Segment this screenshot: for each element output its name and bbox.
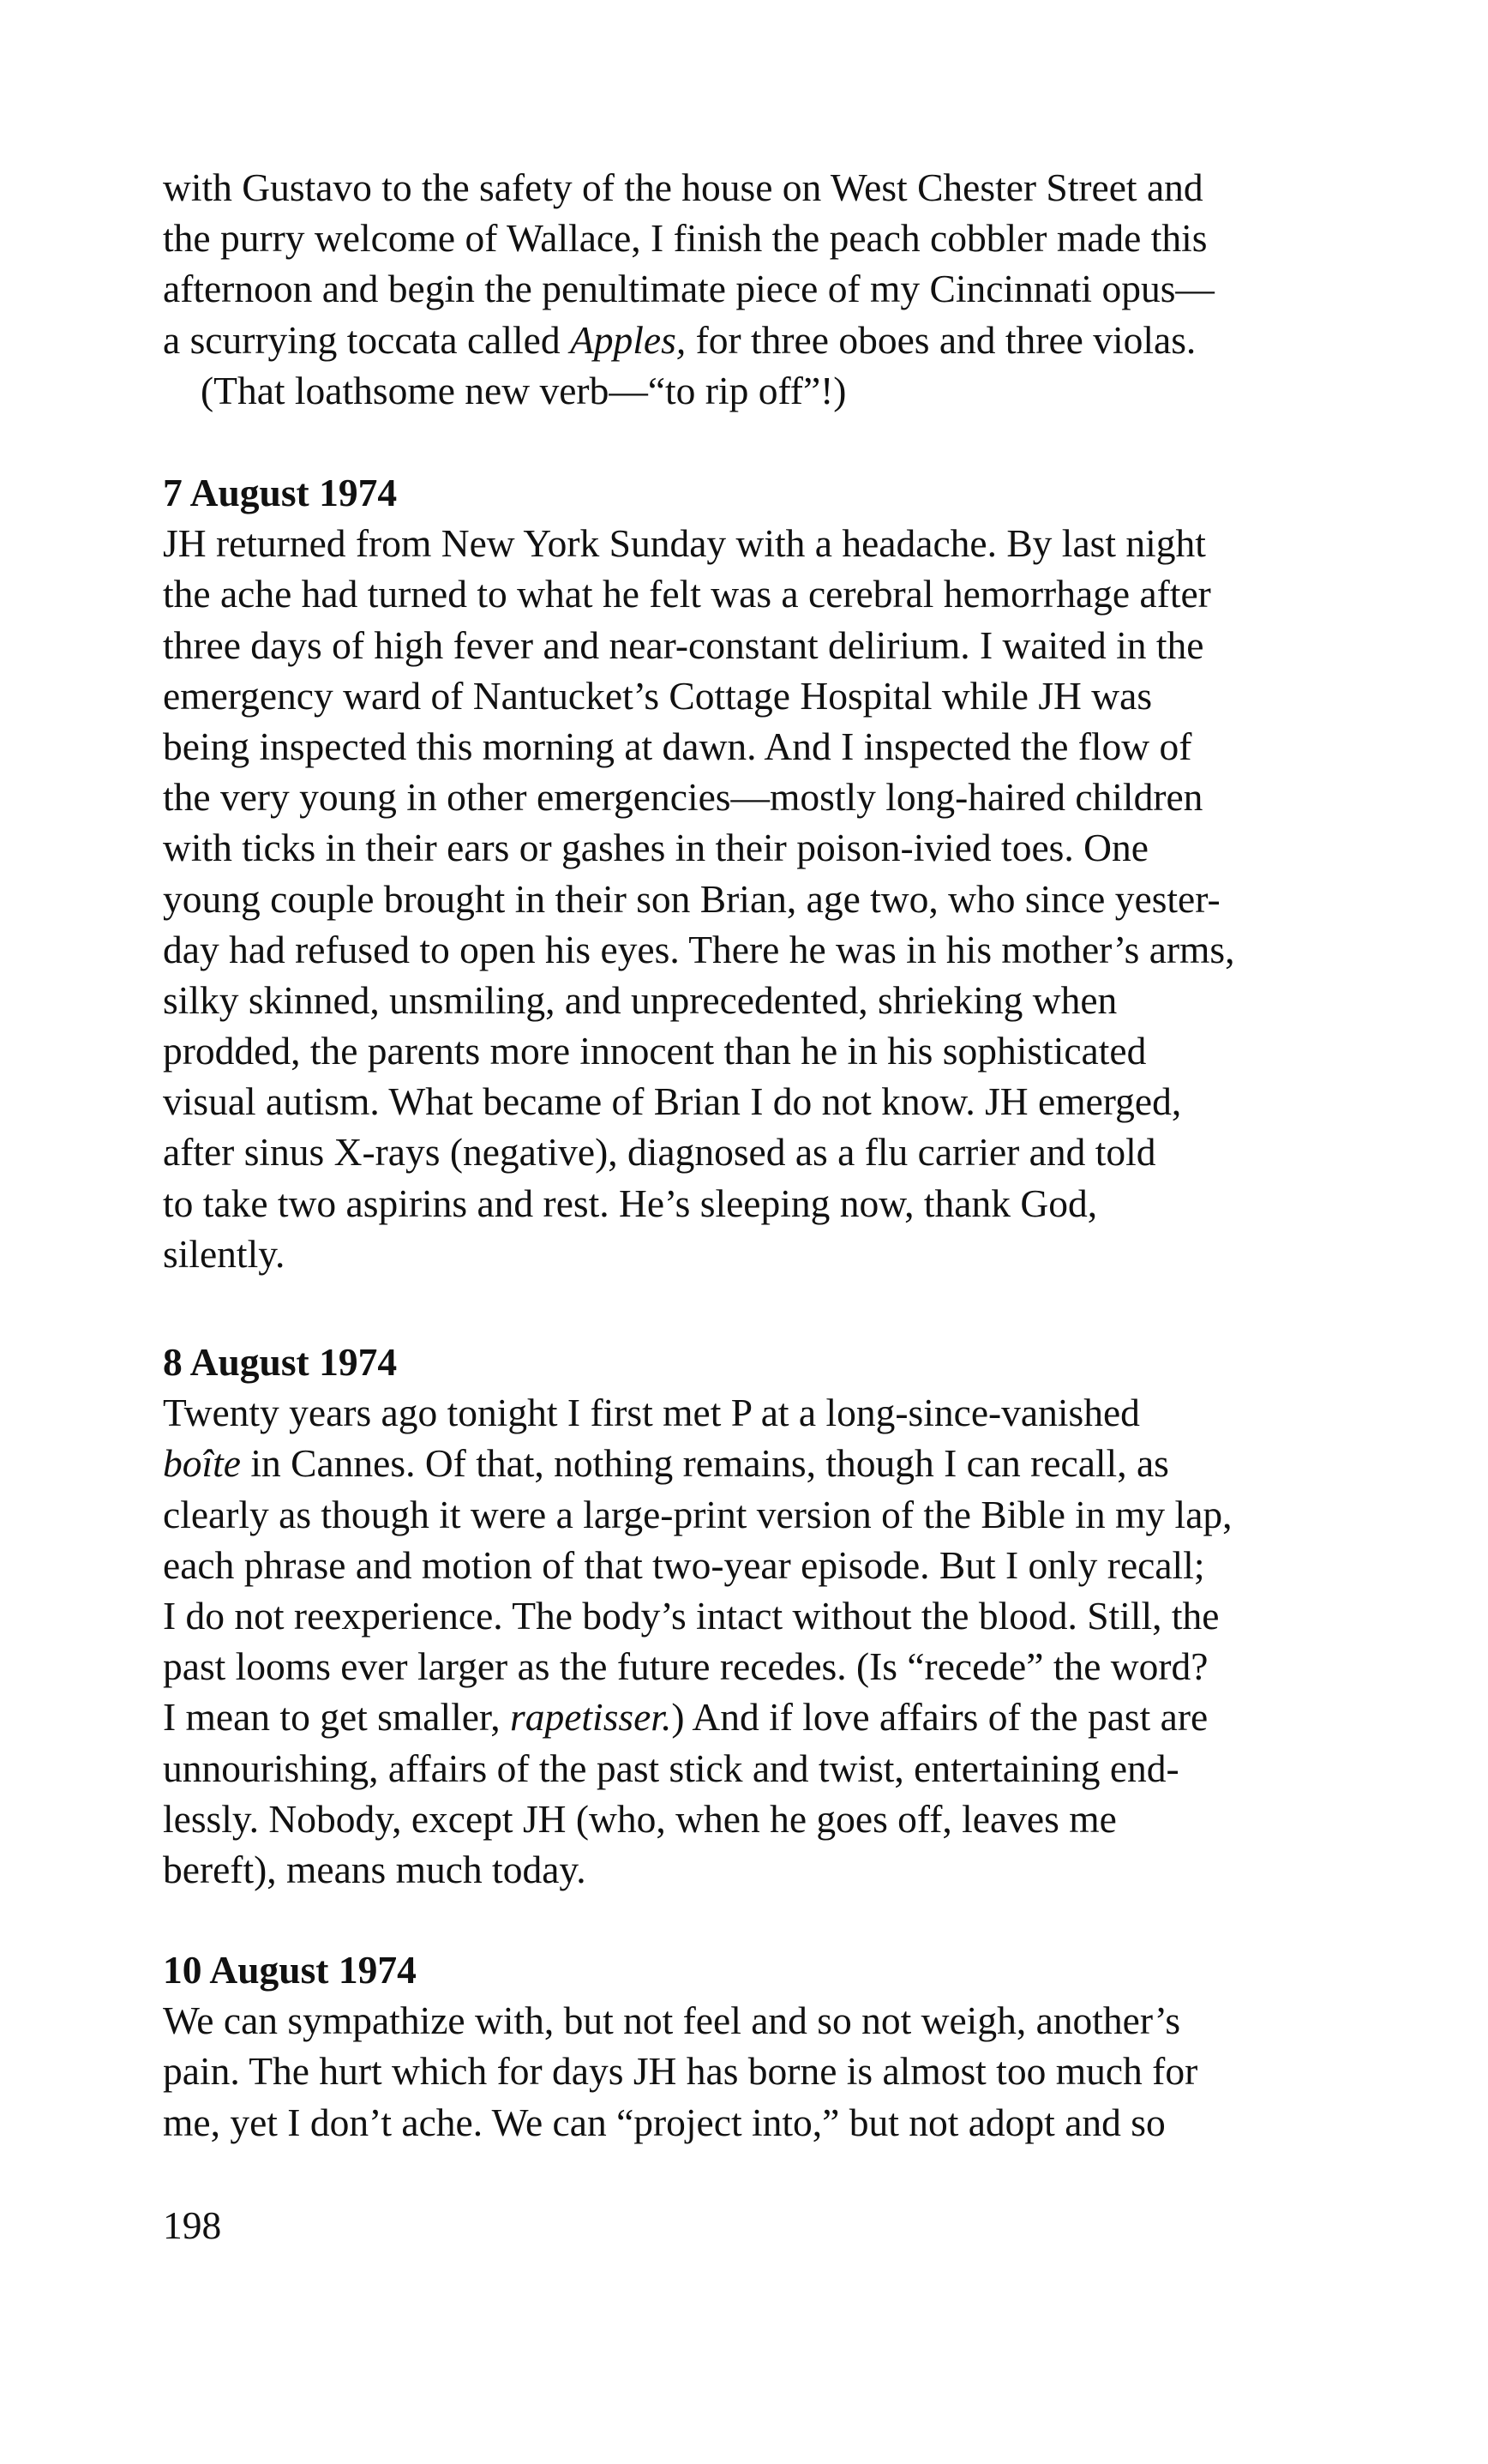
text-line: lessly. Nobody, except JH (who, when he goes off, leaves me	[163, 1796, 1117, 1841]
text-line: clearly as though it were a large-print version of the Bible in my lap,	[163, 1492, 1233, 1536]
text-line: me, yet I don’t ache. We can “project into,” but not adopt and so	[163, 2100, 1166, 2144]
entry-date-heading: 10 August 1974	[163, 1948, 417, 1992]
page-number: 198	[163, 2203, 222, 2247]
text-line: unnourishing, affairs of the past stick and twist, entertaining end-	[163, 1746, 1179, 1790]
text-segment: ) And if love affairs of the past are	[671, 1695, 1209, 1740]
foreign-word-boite: boîte	[163, 1441, 241, 1486]
text-line: the purry welcome of Wallace, I finish the peach cobbler made this	[163, 216, 1208, 261]
text-line: the ache had turned to what he felt was a cerebral hemorrhage after	[163, 572, 1211, 616]
foreign-word-rapetisser: rapetisser.	[510, 1695, 672, 1740]
text-line: (That loathsome new verb—“to rip off”!)	[201, 368, 847, 412]
text-segment: for three oboes and three violas.	[686, 317, 1197, 362]
text-line: I do not reexperience. The body’s intact without the blood. Still, the	[163, 1593, 1220, 1638]
text-segment: a scurrying toccata called	[163, 317, 570, 362]
text-line: silently.	[163, 1231, 285, 1276]
text-line: visual autism. What became of Brian I do not know. JH emerged,	[163, 1079, 1182, 1124]
text-segment: in Cannes. Of that, nothing remains, though I can recall, as	[240, 1441, 1169, 1486]
text-line: each phrase and motion of that two-year episode. But I only recall;	[163, 1542, 1205, 1587]
entry-date-heading: 7 August 1974	[163, 471, 398, 514]
text-line: emergency ward of Nantucket’s Cottage Hospital while JH was	[163, 673, 1153, 718]
text-line	[163, 315, 1346, 365]
text-line: prodded, the parents more innocent than he in his sophisticated	[163, 1029, 1147, 1073]
text-segment: I mean to get smaller,	[163, 1695, 511, 1740]
text-line: with ticks in their ears or gashes in their poison-ivied toes. One	[163, 826, 1149, 870]
text-line: to take two aspirins and rest. He’s sleeping now, thank God,	[163, 1181, 1098, 1225]
text-line: young couple brought in their son Brian, age two, who since yester-	[163, 876, 1221, 921]
text-line: three days of high fever and near-constant delirium. I waited in the	[163, 622, 1204, 667]
text-line: being inspected this morning at dawn. And I inspected the flow of	[163, 724, 1192, 768]
text-line: bereft), means much today.	[163, 1847, 586, 1891]
text-line: We can sympathize with, but not feel and so not weigh, another’s	[163, 1998, 1181, 2043]
text-line: with Gustavo to the safety of the house on West Chester Street and	[163, 165, 1203, 209]
text-line: pain. The hurt which for days JH has borne is almost too much for	[163, 2049, 1198, 2094]
text-line: Twenty years ago tonight I first met P at a long-since-vanished	[163, 1391, 1140, 1435]
text-line: JH returned from New York Sunday with a headache. By last night	[163, 521, 1206, 566]
entry-date-heading: 8 August 1974	[163, 1340, 398, 1384]
diary-entry-10-august	[163, 1944, 1346, 2148]
text-line: past looms ever larger as the future recedes. (Is “recede” the word?	[163, 1644, 1209, 1689]
text-line: afternoon and begin the penultimate piece of my Cincinnati opus—	[163, 267, 1215, 311]
continuation-paragraph	[163, 162, 1346, 416]
diary-entry-7-august	[163, 467, 1346, 1279]
text-line: the very young in other emergencies—mostly long-haired children	[163, 775, 1203, 820]
text-line: day had refused to open his eyes. There he was in his mother’s arms,	[163, 927, 1235, 971]
diary-entry-8-august	[163, 1337, 1346, 1895]
text-line: after sinus X-rays (negative), diagnosed as a flu carrier and told	[163, 1130, 1156, 1175]
text-line	[163, 1438, 1346, 1488]
text-line: silky skinned, unsmiling, and unprecedented, shrieking when	[163, 977, 1118, 1022]
text-line	[163, 1692, 1346, 1742]
work-title-apples: Apples,	[569, 317, 687, 362]
